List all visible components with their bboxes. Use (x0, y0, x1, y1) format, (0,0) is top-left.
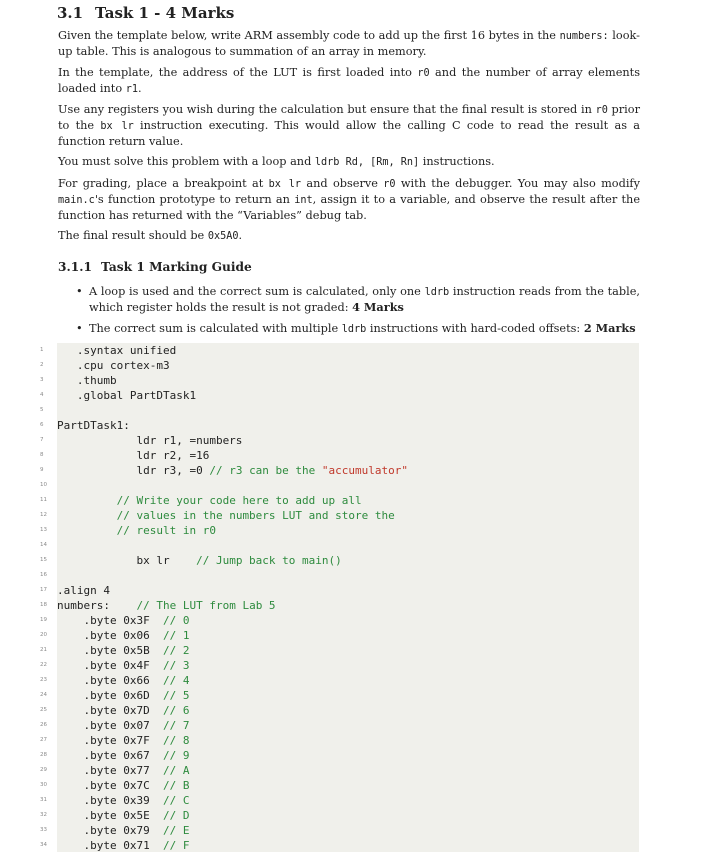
code-line (0, 703, 719, 718)
code-line (0, 448, 719, 463)
line-number: 14 (40, 542, 47, 548)
paragraph-loop-requirement: You must solve this problem with a loop and ldrb Rd, [Rm, Rn] instructions. (58, 155, 495, 168)
code-line (0, 523, 719, 538)
code-text: .byte 0x67 // 9 (57, 749, 190, 762)
code-comment: // Jump back to main() (196, 554, 342, 567)
inline-code: ldrb (341, 324, 367, 335)
code-line (0, 388, 719, 403)
code-comment: // 0 (162, 614, 190, 627)
code-line (0, 718, 719, 733)
bullet-icon: • (76, 322, 83, 335)
code-text: .thumb (57, 374, 117, 387)
code-text: .byte 0x7F // 8 (57, 734, 190, 747)
code-comment: // E (162, 824, 190, 837)
code-text: .byte 0x3F // 0 (57, 614, 190, 627)
code-text: .byte 0x5E // D (57, 809, 190, 822)
section-title: Task 1 - 4 Marks (95, 4, 235, 22)
line-number: 34 (40, 842, 47, 848)
code-comment: // D (162, 809, 190, 822)
subsection-number: 3.1.1 (58, 260, 92, 274)
line-number: 17 (40, 587, 47, 593)
code-comment: // Write your code here to add up all (116, 494, 362, 507)
line-number: 15 (40, 557, 47, 563)
code-comment: // 7 (162, 719, 190, 732)
marks-label: 2 Marks (583, 321, 636, 335)
code-line (0, 733, 719, 748)
code-comment: // A (162, 764, 190, 777)
line-number: 20 (40, 632, 47, 638)
code-text: ldr r2, =16 (57, 449, 210, 462)
code-line (0, 598, 719, 613)
marks-label: 4 Marks (352, 300, 404, 314)
code-line (0, 658, 719, 673)
paragraph-registers: Use any registers you wish during the calculation but ensure that the final result is stored in r0 prior to the bx lr instruction executing. This would allow the calling C code to read the result as a function return value. (58, 103, 641, 148)
line-number: 28 (40, 752, 47, 758)
code-comment: // result in r0 (116, 524, 216, 537)
line-number: 21 (40, 647, 47, 653)
code-line (0, 778, 719, 793)
code-comment: // F (162, 839, 190, 852)
code-text: .global PartDTask1 (57, 389, 197, 402)
code-text (57, 493, 362, 508)
inline-code: bx lr (268, 179, 302, 190)
code-comment: // r3 can be the (209, 464, 322, 477)
code-comment: // 6 (162, 704, 190, 717)
code-comment: // C (162, 794, 190, 807)
code-comment: // The LUT from Lab 5 (136, 599, 276, 612)
code-line (0, 583, 719, 598)
code-text: PartDTask1: (57, 419, 130, 432)
marking-bullet-hardcoded: • The correct sum is calculated with multiple ldrb instructions with hard-coded offsets: 2 Marks (76, 321, 636, 335)
line-number: 9 (40, 467, 44, 473)
inline-code: r0 (595, 105, 608, 116)
code-string: "accumulator" (321, 464, 409, 477)
code-text: .byte 0x77 // A (57, 764, 190, 777)
code-line (0, 538, 719, 553)
code-text: ldr r3, =0 // r3 can be the "accumulator" (57, 464, 409, 477)
code-line (0, 613, 719, 628)
inline-code: 0x5A0 (207, 231, 239, 242)
inline-code: numbers: (559, 31, 609, 42)
code-text: .byte 0x06 // 1 (57, 629, 190, 642)
line-number: 5 (40, 407, 44, 413)
inline-code: r0 (417, 68, 430, 79)
line-number: 22 (40, 662, 47, 668)
code-text: .align 4 (57, 584, 110, 597)
code-line (0, 688, 719, 703)
code-comment: // 5 (162, 689, 190, 702)
code-text: .byte 0x66 // 4 (57, 674, 190, 687)
code-text: .syntax unified (57, 344, 177, 357)
code-text: bx lr // Jump back to main() (57, 554, 342, 567)
code-line (0, 838, 719, 853)
inline-code: main.c (58, 195, 95, 206)
paragraph-task-description: Given the template below, write ARM assembly code to add up the first 16 bytes in the numbers: look-up table. This is analogous to summation of an array in memory. (58, 29, 640, 58)
code-line (0, 508, 719, 523)
line-number: 23 (40, 677, 47, 683)
code-line (0, 553, 719, 568)
section-number: 3.1 (57, 4, 84, 22)
code-comment: // B (162, 779, 190, 792)
line-number: 26 (40, 722, 47, 728)
line-number: 8 (40, 452, 44, 458)
line-number: 3 (40, 377, 44, 383)
marking-bullet-loop: • A loop is used and the correct sum is calculated, only one ldrb instruction reads from the table, which register holds the result is not graded: 4 Marks (76, 285, 640, 314)
inline-code: int (294, 195, 313, 206)
code-line (0, 418, 719, 433)
line-number: 25 (40, 707, 47, 713)
line-number: 32 (40, 812, 47, 818)
code-line (0, 433, 719, 448)
code-line (0, 748, 719, 763)
line-number: 29 (40, 767, 47, 773)
code-text: .byte 0x6D // 5 (57, 689, 190, 702)
code-line (0, 823, 719, 838)
code-line (0, 343, 719, 358)
code-line (0, 568, 719, 583)
line-number: 16 (40, 572, 47, 578)
line-number: 2 (40, 362, 44, 368)
code-line (0, 403, 719, 418)
inline-code: r1 (125, 84, 138, 95)
code-comment: // 9 (162, 749, 190, 762)
code-text: .byte 0x5B // 2 (57, 644, 190, 657)
line-number: 4 (40, 392, 44, 398)
code-comment: // 3 (162, 659, 190, 672)
line-number: 10 (40, 482, 47, 488)
line-number: 12 (40, 512, 47, 518)
code-line (0, 763, 719, 778)
code-line (0, 493, 719, 508)
paragraph-template-info: In the template, the address of the LUT is first loaded into r0 and the number of array elements loaded into r1. (58, 66, 640, 95)
code-text: numbers: // The LUT from Lab 5 (57, 599, 276, 612)
code-comment: // 2 (162, 644, 190, 657)
line-number: 13 (40, 527, 47, 533)
code-line (0, 643, 719, 658)
code-comment: // 1 (162, 629, 190, 642)
code-comment: // 4 (162, 674, 190, 687)
line-number: 33 (40, 827, 47, 833)
subsection-heading (58, 260, 252, 274)
line-number: 7 (40, 437, 44, 443)
code-text: .byte 0x07 // 7 (57, 719, 190, 732)
bullet-icon: • (76, 285, 83, 298)
code-text: .byte 0x39 // C (57, 794, 190, 807)
code-line (0, 478, 719, 493)
inline-code: ldrb (424, 287, 450, 298)
inline-code: ldrb Rd, [Rm, Rn] (314, 157, 420, 168)
code-text: .cpu cortex-m3 (57, 359, 170, 372)
paragraph-grading: For grading, place a breakpoint at bx lr and observe r0 with the debugger. You may also modify main.c's function prototype to return an int, assign it to a variable, and observe the result after the function has returned with the “Variables” debug tab. (58, 177, 641, 222)
code-comment: // values in the numbers LUT and store the (116, 509, 395, 522)
code-text: .byte 0x7D // 6 (57, 704, 190, 717)
line-number: 1 (40, 347, 44, 353)
line-number: 30 (40, 782, 47, 788)
line-number: 31 (40, 797, 47, 803)
line-number: 18 (40, 602, 47, 608)
code-line (0, 808, 719, 823)
line-number: 27 (40, 737, 47, 743)
code-text: .byte 0x4F // 3 (57, 659, 190, 672)
subsection-title: Task 1 Marking Guide (101, 260, 252, 274)
code-line (0, 673, 719, 688)
code-text: .byte 0x71 // F (57, 839, 190, 852)
code-line (0, 793, 719, 808)
code-text: .byte 0x7C // B (57, 779, 190, 792)
inline-code: r0 (383, 179, 396, 190)
code-text (57, 508, 395, 523)
line-number: 6 (40, 422, 44, 428)
code-text: .byte 0x79 // E (57, 824, 190, 837)
inline-code: bx lr (100, 121, 134, 132)
paragraph-final-result: The final result should be 0x5A0. (58, 229, 243, 242)
line-number: 24 (40, 692, 47, 698)
code-comment: // 8 (162, 734, 190, 747)
section-heading (57, 4, 234, 22)
code-text: ldr r1, =numbers (57, 434, 243, 447)
code-line (0, 373, 719, 388)
code-text (57, 523, 216, 538)
code-line (0, 463, 719, 478)
code-line (0, 358, 719, 373)
line-number: 19 (40, 617, 47, 623)
line-number: 11 (40, 497, 47, 503)
code-line (0, 628, 719, 643)
